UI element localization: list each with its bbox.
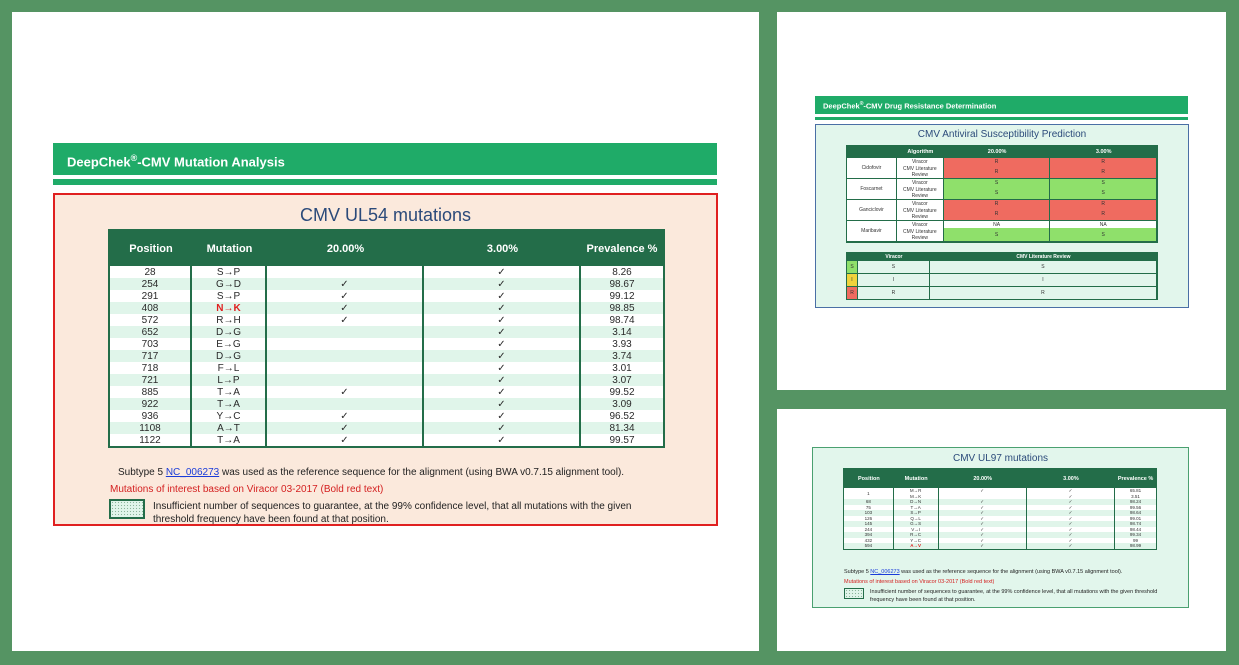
- cell-prevalence: 98.99: [1115, 543, 1156, 549]
- col-position: Position: [844, 469, 894, 488]
- cell-c20: ✓: [267, 290, 424, 302]
- header-divider: [815, 117, 1188, 120]
- cell-prevalence: 3.51: [1115, 494, 1156, 500]
- cell-c3: ✓: [424, 434, 581, 446]
- cell-mutation: Y→C: [192, 410, 267, 422]
- cell-c3: ✓: [1027, 488, 1115, 494]
- cell-c20: ✓: [939, 510, 1027, 516]
- susceptibility-cell: R: [1050, 165, 1157, 179]
- mutations-of-interest-note: Mutations of interest based on Viracor 03-2017 (Bold red text): [110, 484, 384, 495]
- cell-c20: ✓: [939, 543, 1027, 549]
- cell-mutation: R→C: [894, 532, 939, 538]
- cell-c20: ✓: [267, 386, 424, 398]
- header-divider: [53, 179, 717, 185]
- cell-prevalence: 99.57: [581, 434, 663, 446]
- cell-position: 1108: [110, 422, 192, 434]
- cell-c20: ✓: [267, 434, 424, 446]
- cell-c3: ✓: [424, 386, 581, 398]
- cell-position: 408: [110, 302, 192, 314]
- cell-prevalence: 8.26: [581, 266, 663, 278]
- col-mutation: Mutation: [192, 231, 267, 266]
- cell-c3: ✓: [1027, 527, 1115, 533]
- susceptibility-cell: R: [1050, 158, 1157, 165]
- algorithm-name: Viracor: [897, 179, 944, 186]
- cell-prevalence: 99.56: [1115, 505, 1156, 511]
- cell-c20: [267, 266, 424, 278]
- legend-value: I: [930, 273, 1157, 286]
- cell-c20: [267, 374, 424, 386]
- cell-c20: [267, 338, 424, 350]
- cell-c20: [267, 326, 424, 338]
- table-row: [110, 326, 663, 338]
- reference-note: Subtype 5 NC_006273 was used as the reference sequence for the alignment (using BWA v0.7.15 alignment tool).: [118, 467, 625, 478]
- legend-value: S: [930, 260, 1157, 273]
- col-20pct: 20.00%: [944, 146, 1051, 158]
- legend-value: I: [858, 273, 930, 286]
- cell-c3: ✓: [424, 350, 581, 362]
- cell-prevalence: 98.44: [1115, 527, 1156, 533]
- legend-value: S: [858, 260, 930, 273]
- cell-position: 1: [844, 488, 894, 499]
- mutations-of-interest-note: Mutations of interest based on Viracor 03-2017 (Bold red text): [844, 579, 995, 585]
- susceptibility-cell: S: [1050, 186, 1157, 200]
- legend-key: R: [847, 286, 858, 299]
- cell-mutation: S→P: [192, 266, 267, 278]
- legend-row: [847, 260, 1157, 273]
- reference-note: Subtype 5 NC_006273 was used as the reference sequence for the alignment (using BWA v0.7.15 alignment tool).: [844, 569, 1123, 575]
- cell-c3: ✓: [1027, 543, 1115, 549]
- table-row: [110, 374, 663, 386]
- cell-prevalence: 96.52: [581, 410, 663, 422]
- cell-position: 291: [110, 290, 192, 302]
- cell-position: 28: [110, 266, 192, 278]
- cell-position: 145: [844, 521, 894, 527]
- legend-value: R: [930, 286, 1157, 299]
- ul97-page: [777, 409, 1226, 651]
- cell-c3: ✓: [1027, 532, 1115, 538]
- page-header: [53, 143, 717, 175]
- cell-c3: ✓: [1027, 499, 1115, 505]
- cell-c3: ✓: [424, 326, 581, 338]
- table-row: [110, 338, 663, 350]
- table-row: [110, 422, 663, 434]
- cell-prevalence: 3.14: [581, 326, 663, 338]
- cell-position: 68: [844, 499, 894, 505]
- cell-c3: ✓: [1027, 510, 1115, 516]
- cell-position: 885: [110, 386, 192, 398]
- cell-mutation: V→I: [894, 527, 939, 533]
- cell-prevalence: 98.74: [581, 314, 663, 326]
- insufficient-legend-swatch: [109, 499, 145, 519]
- cell-c3: ✓: [424, 302, 581, 314]
- page-header: DeepChek®-CMV Drug Resistance Determination: [815, 96, 1188, 114]
- legend-row: [847, 273, 1157, 286]
- cell-mutation: T→A: [192, 386, 267, 398]
- cell-c20: ✓: [267, 410, 424, 422]
- cell-position: 254: [110, 278, 192, 290]
- algorithm-name: Viracor: [897, 158, 944, 165]
- table-row: [110, 434, 663, 446]
- cell-mutation: E→G: [192, 338, 267, 350]
- cell-mutation: A→V: [894, 543, 939, 549]
- cell-c20: ✓: [939, 527, 1027, 533]
- algorithm-name: CMV Literature Review: [897, 186, 944, 200]
- cell-mutation: R→H: [192, 314, 267, 326]
- susceptibility-table: [846, 145, 1158, 243]
- legend-key: I: [847, 273, 858, 286]
- cell-c3: ✓: [424, 338, 581, 350]
- table-row: [110, 398, 663, 410]
- cell-c3: ✓: [424, 266, 581, 278]
- cell-mutation: A→T: [192, 422, 267, 434]
- legend-value: R: [858, 286, 930, 299]
- cell-position: 721: [110, 374, 192, 386]
- cell-mutation: S→P: [192, 290, 267, 302]
- susceptibility-cell: R: [944, 158, 1051, 165]
- cell-mutation: L→P: [192, 374, 267, 386]
- drug-row: [847, 158, 1157, 165]
- drug-row: [847, 221, 1157, 228]
- registered-mark: ®: [130, 153, 138, 163]
- cell-mutation: G→S: [894, 521, 939, 527]
- table-row: [110, 410, 663, 422]
- col-prevalence: Prevalence %: [1115, 469, 1156, 488]
- cell-c20: ✓: [939, 488, 1027, 494]
- cell-position: 103: [844, 510, 894, 516]
- cell-mutation: M→R: [894, 488, 939, 494]
- cell-mutation: G→D: [192, 278, 267, 290]
- table-row: [844, 543, 1156, 549]
- cell-c20: ✓: [267, 314, 424, 326]
- cell-position: 244: [844, 527, 894, 533]
- susceptibility-cell: R: [1050, 207, 1157, 221]
- susceptibility-cell: R: [944, 165, 1051, 179]
- col-algorithm: Algorithm: [897, 146, 944, 158]
- algorithm-name: CMV Literature Review: [897, 228, 944, 242]
- cell-mutation: M→K: [894, 494, 939, 500]
- susceptibility-cell: S: [1050, 179, 1157, 186]
- col-3pct: 3.00%: [1027, 469, 1115, 488]
- cell-c20: ✓: [267, 278, 424, 290]
- section-title: CMV Antiviral Susceptibility Prediction: [917, 129, 1087, 140]
- ul97-section: [812, 447, 1189, 608]
- cell-mutation: T→A: [192, 398, 267, 410]
- cell-prevalence: 98.85: [581, 302, 663, 314]
- algorithm-name: CMV Literature Review: [897, 207, 944, 221]
- section-title: CMV UL97 mutations: [952, 453, 1049, 464]
- cell-position: 594: [844, 543, 894, 549]
- cell-position: 432: [844, 538, 894, 544]
- cell-prevalence: 98.24: [1115, 499, 1156, 505]
- susceptibility-cell: S: [944, 179, 1051, 186]
- reference-link[interactable]: NC_006273: [165, 467, 220, 478]
- cell-c20: ✓: [939, 516, 1027, 522]
- cell-mutation: N→K: [192, 302, 267, 314]
- cell-prevalence: 99.01: [1115, 516, 1156, 522]
- cell-position: 75: [844, 505, 894, 511]
- cell-prevalence: 3.01: [581, 362, 663, 374]
- cell-position: 1122: [110, 434, 192, 446]
- cell-prevalence: 65.81: [1115, 488, 1156, 494]
- cell-position: 922: [110, 398, 192, 410]
- brand-name: DeepChek: [67, 154, 131, 170]
- cell-c20: ✓: [939, 521, 1027, 527]
- drug-name: Cidofovir: [847, 158, 897, 179]
- insufficient-legend-text: Insufficient number of sequences to guarantee, at the 99% confidence level, that all mutations with the given threshold frequency have been found at that position.: [153, 501, 632, 525]
- cell-mutation: Y→C: [894, 538, 939, 544]
- cell-prevalence: 81.34: [581, 422, 663, 434]
- cell-c3: ✓: [424, 362, 581, 374]
- susceptibility-cell: R: [944, 207, 1051, 221]
- table-row: [110, 362, 663, 374]
- cell-position: 572: [110, 314, 192, 326]
- cell-prevalence: 99.52: [581, 386, 663, 398]
- col-mutation: Mutation: [894, 469, 939, 488]
- cell-c20: ✓: [939, 499, 1027, 505]
- susceptibility-cell: S: [944, 228, 1051, 242]
- col-3pct: 3.00%: [424, 231, 581, 266]
- susceptibility-cell: R: [944, 200, 1051, 207]
- cell-prevalence: 3.74: [581, 350, 663, 362]
- drug-name: Maribavir: [847, 221, 897, 242]
- cell-prevalence: 99.34: [1115, 532, 1156, 538]
- cell-c3: ✓: [424, 290, 581, 302]
- drug-name: Ganciclovir: [847, 200, 897, 221]
- cell-mutation: D→N: [894, 499, 939, 505]
- cell-c20: ✓: [939, 538, 1027, 544]
- cell-c3: ✓: [1027, 538, 1115, 544]
- algorithm-name: Viracor: [897, 200, 944, 207]
- drug-name: Foscarnet: [847, 179, 897, 200]
- cell-prevalence: 3.07: [581, 374, 663, 386]
- table-row: [110, 386, 663, 398]
- cell-position: 703: [110, 338, 192, 350]
- cell-prevalence: 98.64: [1115, 510, 1156, 516]
- cell-c20: [267, 350, 424, 362]
- cell-prevalence: 99: [1115, 538, 1156, 544]
- cell-mutation: D→G: [192, 326, 267, 338]
- table-row: [110, 278, 663, 290]
- cell-position: 652: [110, 326, 192, 338]
- col-3pct: 3.00%: [1050, 146, 1157, 158]
- cell-c3: ✓: [424, 410, 581, 422]
- cell-c3: ✓: [424, 278, 581, 290]
- mutation-analysis-page: [12, 12, 759, 651]
- col-20pct: 20.00%: [939, 469, 1027, 488]
- section-title: CMV UL54 mutations: [299, 205, 472, 225]
- cell-c3: ✓: [424, 374, 581, 386]
- cell-c3: ✓: [1027, 505, 1115, 511]
- susceptibility-cell: S: [944, 186, 1051, 200]
- ul54-mutation-table: [108, 229, 665, 448]
- table-row: [110, 302, 663, 314]
- cell-position: 717: [110, 350, 192, 362]
- susceptibility-cell: NA: [1050, 221, 1157, 228]
- table-row: [110, 266, 663, 278]
- cell-c3: ✓: [424, 314, 581, 326]
- drug-row: [847, 200, 1157, 207]
- susceptibility-cell: R: [1050, 200, 1157, 207]
- cell-prevalence: 98.67: [581, 278, 663, 290]
- algorithm-name: CMV Literature Review: [897, 165, 944, 179]
- cell-c3: ✓: [424, 398, 581, 410]
- table-row: [110, 350, 663, 362]
- cell-position: 394: [844, 532, 894, 538]
- cell-c3: ✓: [1027, 516, 1115, 522]
- interpretation-legend-table: Viracor CMV Literature Review S S S I I I R R R: [846, 252, 1158, 300]
- cell-c20: ✓: [267, 302, 424, 314]
- cell-mutation: D→G: [192, 350, 267, 362]
- header-title: -CMV Mutation Analysis: [137, 154, 285, 170]
- cell-position: 936: [110, 410, 192, 422]
- col-20pct: 20.00%: [267, 231, 424, 266]
- cell-c3: ✓: [1027, 494, 1115, 500]
- cell-mutation: T→A: [894, 505, 939, 511]
- cell-c20: [267, 398, 424, 410]
- cell-c3: ✓: [1027, 521, 1115, 527]
- susceptibility-cell: NA: [944, 221, 1051, 228]
- cell-mutation: Q→L: [894, 516, 939, 522]
- cell-prevalence: 3.09: [581, 398, 663, 410]
- cell-prevalence: 98.74: [1115, 521, 1156, 527]
- cell-c3: ✓: [424, 422, 581, 434]
- col-position: Position: [110, 231, 192, 266]
- insufficient-legend-swatch: [844, 588, 864, 599]
- cell-c20: ✓: [939, 505, 1027, 511]
- table-row: [110, 290, 663, 302]
- drug-row: [847, 179, 1157, 186]
- susceptibility-section: [815, 124, 1189, 308]
- cell-position: 126: [844, 516, 894, 522]
- algorithm-name: Viracor: [897, 221, 944, 228]
- ul54-section: [53, 193, 718, 526]
- insufficient-legend-text: Insufficient number of sequences to guarantee, at the 99% confidence level, that all mutations with the given threshold frequency have been found at that position.: [870, 589, 1158, 603]
- legend-key: S: [847, 260, 858, 273]
- cell-prevalence: 3.93: [581, 338, 663, 350]
- susceptibility-cell: S: [1050, 228, 1157, 242]
- cell-prevalence: 99.12: [581, 290, 663, 302]
- ul97-mutation-table: [843, 468, 1157, 550]
- cell-c20: ✓: [939, 532, 1027, 538]
- col-prevalence: Prevalence %: [581, 231, 663, 266]
- drug-resistance-page: [777, 12, 1226, 390]
- legend-row: [847, 286, 1157, 299]
- cell-mutation: S→P: [894, 510, 939, 516]
- cell-c20: ✓: [267, 422, 424, 434]
- cell-mutation: T→A: [192, 434, 267, 446]
- reference-link[interactable]: NC_006273: [870, 569, 900, 575]
- table-row: [110, 314, 663, 326]
- cell-position: 718: [110, 362, 192, 374]
- cell-mutation: F→L: [192, 362, 267, 374]
- cell-c20: [267, 362, 424, 374]
